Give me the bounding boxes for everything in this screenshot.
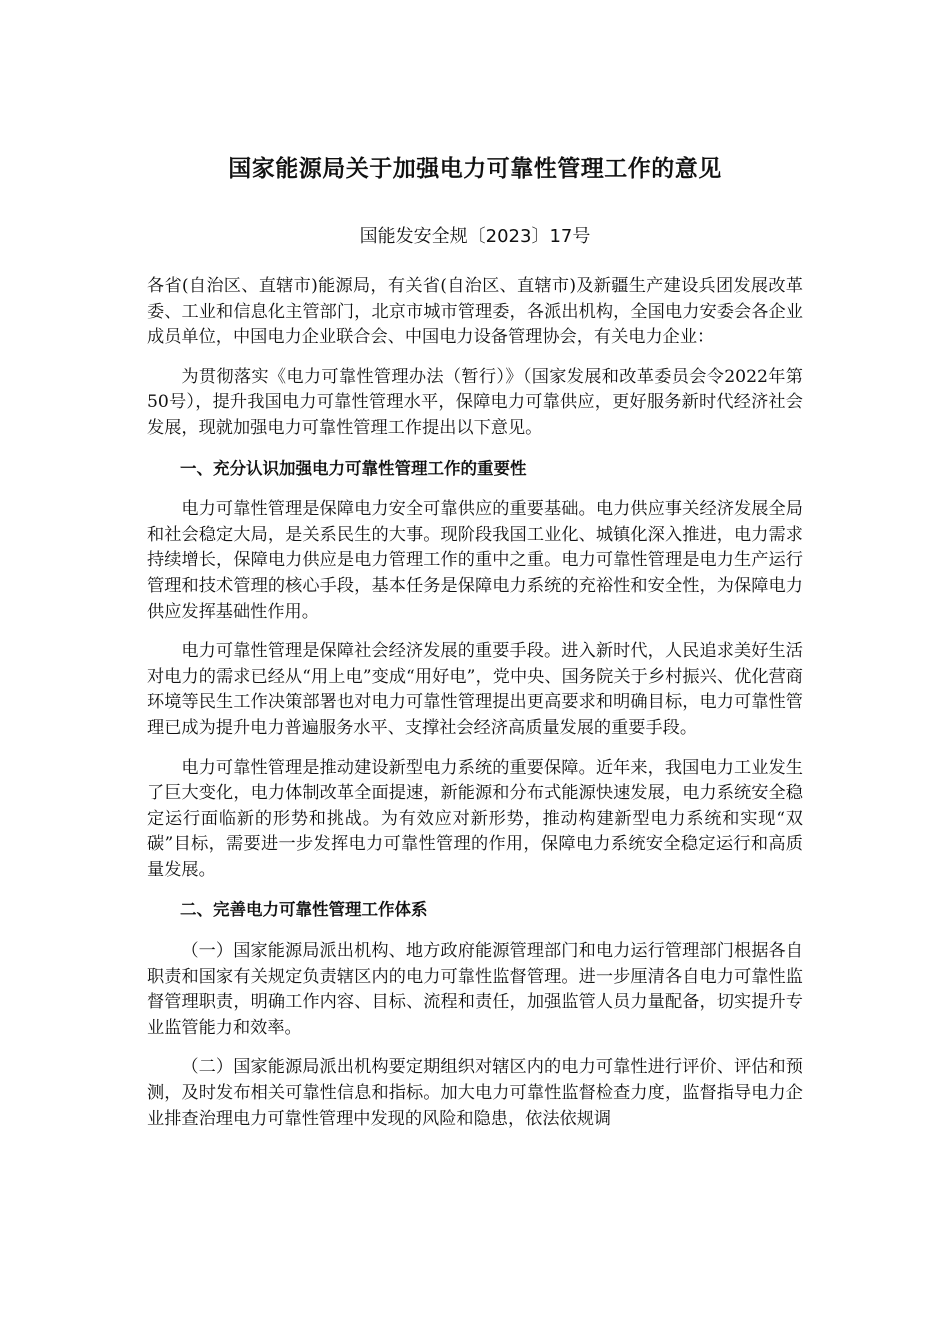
document-body <box>147 274 803 1146</box>
body-paragraph: 电力可靠性管理是保障社会经济发展的重要手段。进入新时代，人民追求美好生活对电力的需求已经从“用上电”变成“用好电”，党中央、国务院关于乡村振兴、优化营商环境等民生工作决策部署也对电力可靠性管理提出更高要求和明确目标，电力可靠性管理已成为提升电力普遍服务水平、支撑社会经济高质量发展的重要手段。 <box>147 641 803 738</box>
body-paragraph: （一）国家能源局派出机构、地方政府能源管理部门和电力运行管理部门根据各自职责和国家有关规定负责辖区内的电力可靠性监督管理。进一步厘清各自电力可靠性监督管理职责，明确工作内容、目标、流程和责任，加强监管人员力量配备，切实提升专业监管能力和效率。 <box>147 941 803 1038</box>
intro-paragraph: 为贯彻落实《电力可靠性管理办法（暂行）》（国家发展和改革委员会令2022年第50号），提升我国电力可靠性管理水平，保障电力可靠供应，更好服务新时代经济社会发展，现就加强电力可靠性管理工作提出以下意见。 <box>147 366 803 438</box>
document-title: 国家能源局关于加强电力可靠性管理工作的意见 <box>228 156 722 182</box>
document-number: 国能发安全规〔2023〕17号 <box>359 226 591 247</box>
addressee-paragraph: 各省(自治区、直辖市)能源局，有关省(自治区、直辖市)及新疆生产建设兵团发展改革委、工业和信息化主管部门，北京市城市管理委，各派出机构，全国电力安委会各企业成员单位，中国电力企业联合会、中国电力设备管理协会，有关电力企业： <box>147 276 803 348</box>
section-heading: 一、充分认识加强电力可靠性管理工作的重要性 <box>180 458 527 478</box>
body-paragraph: 电力可靠性管理是推动建设新型电力系统的重要保障。近年来，我国电力工业发生了巨大变化，电力体制改革全面提速，新能源和分布式能源快速发展，电力系统安全稳定运行面临新的形势和挑战。为有效应对新形势，推动构建新型电力系统和实现“双碳”目标，需要进一步发挥电力可靠性管理的作用，保障电力系统安全稳定运行和高质量发展。 <box>147 757 803 880</box>
body-paragraph: 电力可靠性管理是保障电力安全可靠供应的重要基础。电力供应事关经济发展全局和社会稳定大局，是关系民生的大事。现阶段我国工业化、城镇化深入推进，电力需求持续增长，保障电力供应是电力管理工作的重中之重。电力可靠性管理是电力生产运行管理和技术管理的核心手段，基本任务是保障电力系统的充裕性和安全性，为保障电力供应发挥基础性作用。 <box>147 499 803 622</box>
body-paragraph: （二）国家能源局派出机构要定期组织对辖区内的电力可靠性进行评价、评估和预测，及时发布相关可靠性信息和指标。加大电力可靠性监督检查力度，监督指导电力企业排查治理电力可靠性管理中发现的风险和隐患，依法依规调 <box>147 1057 803 1129</box>
section-heading: 二、完善电力可靠性管理工作体系 <box>180 900 428 920</box>
